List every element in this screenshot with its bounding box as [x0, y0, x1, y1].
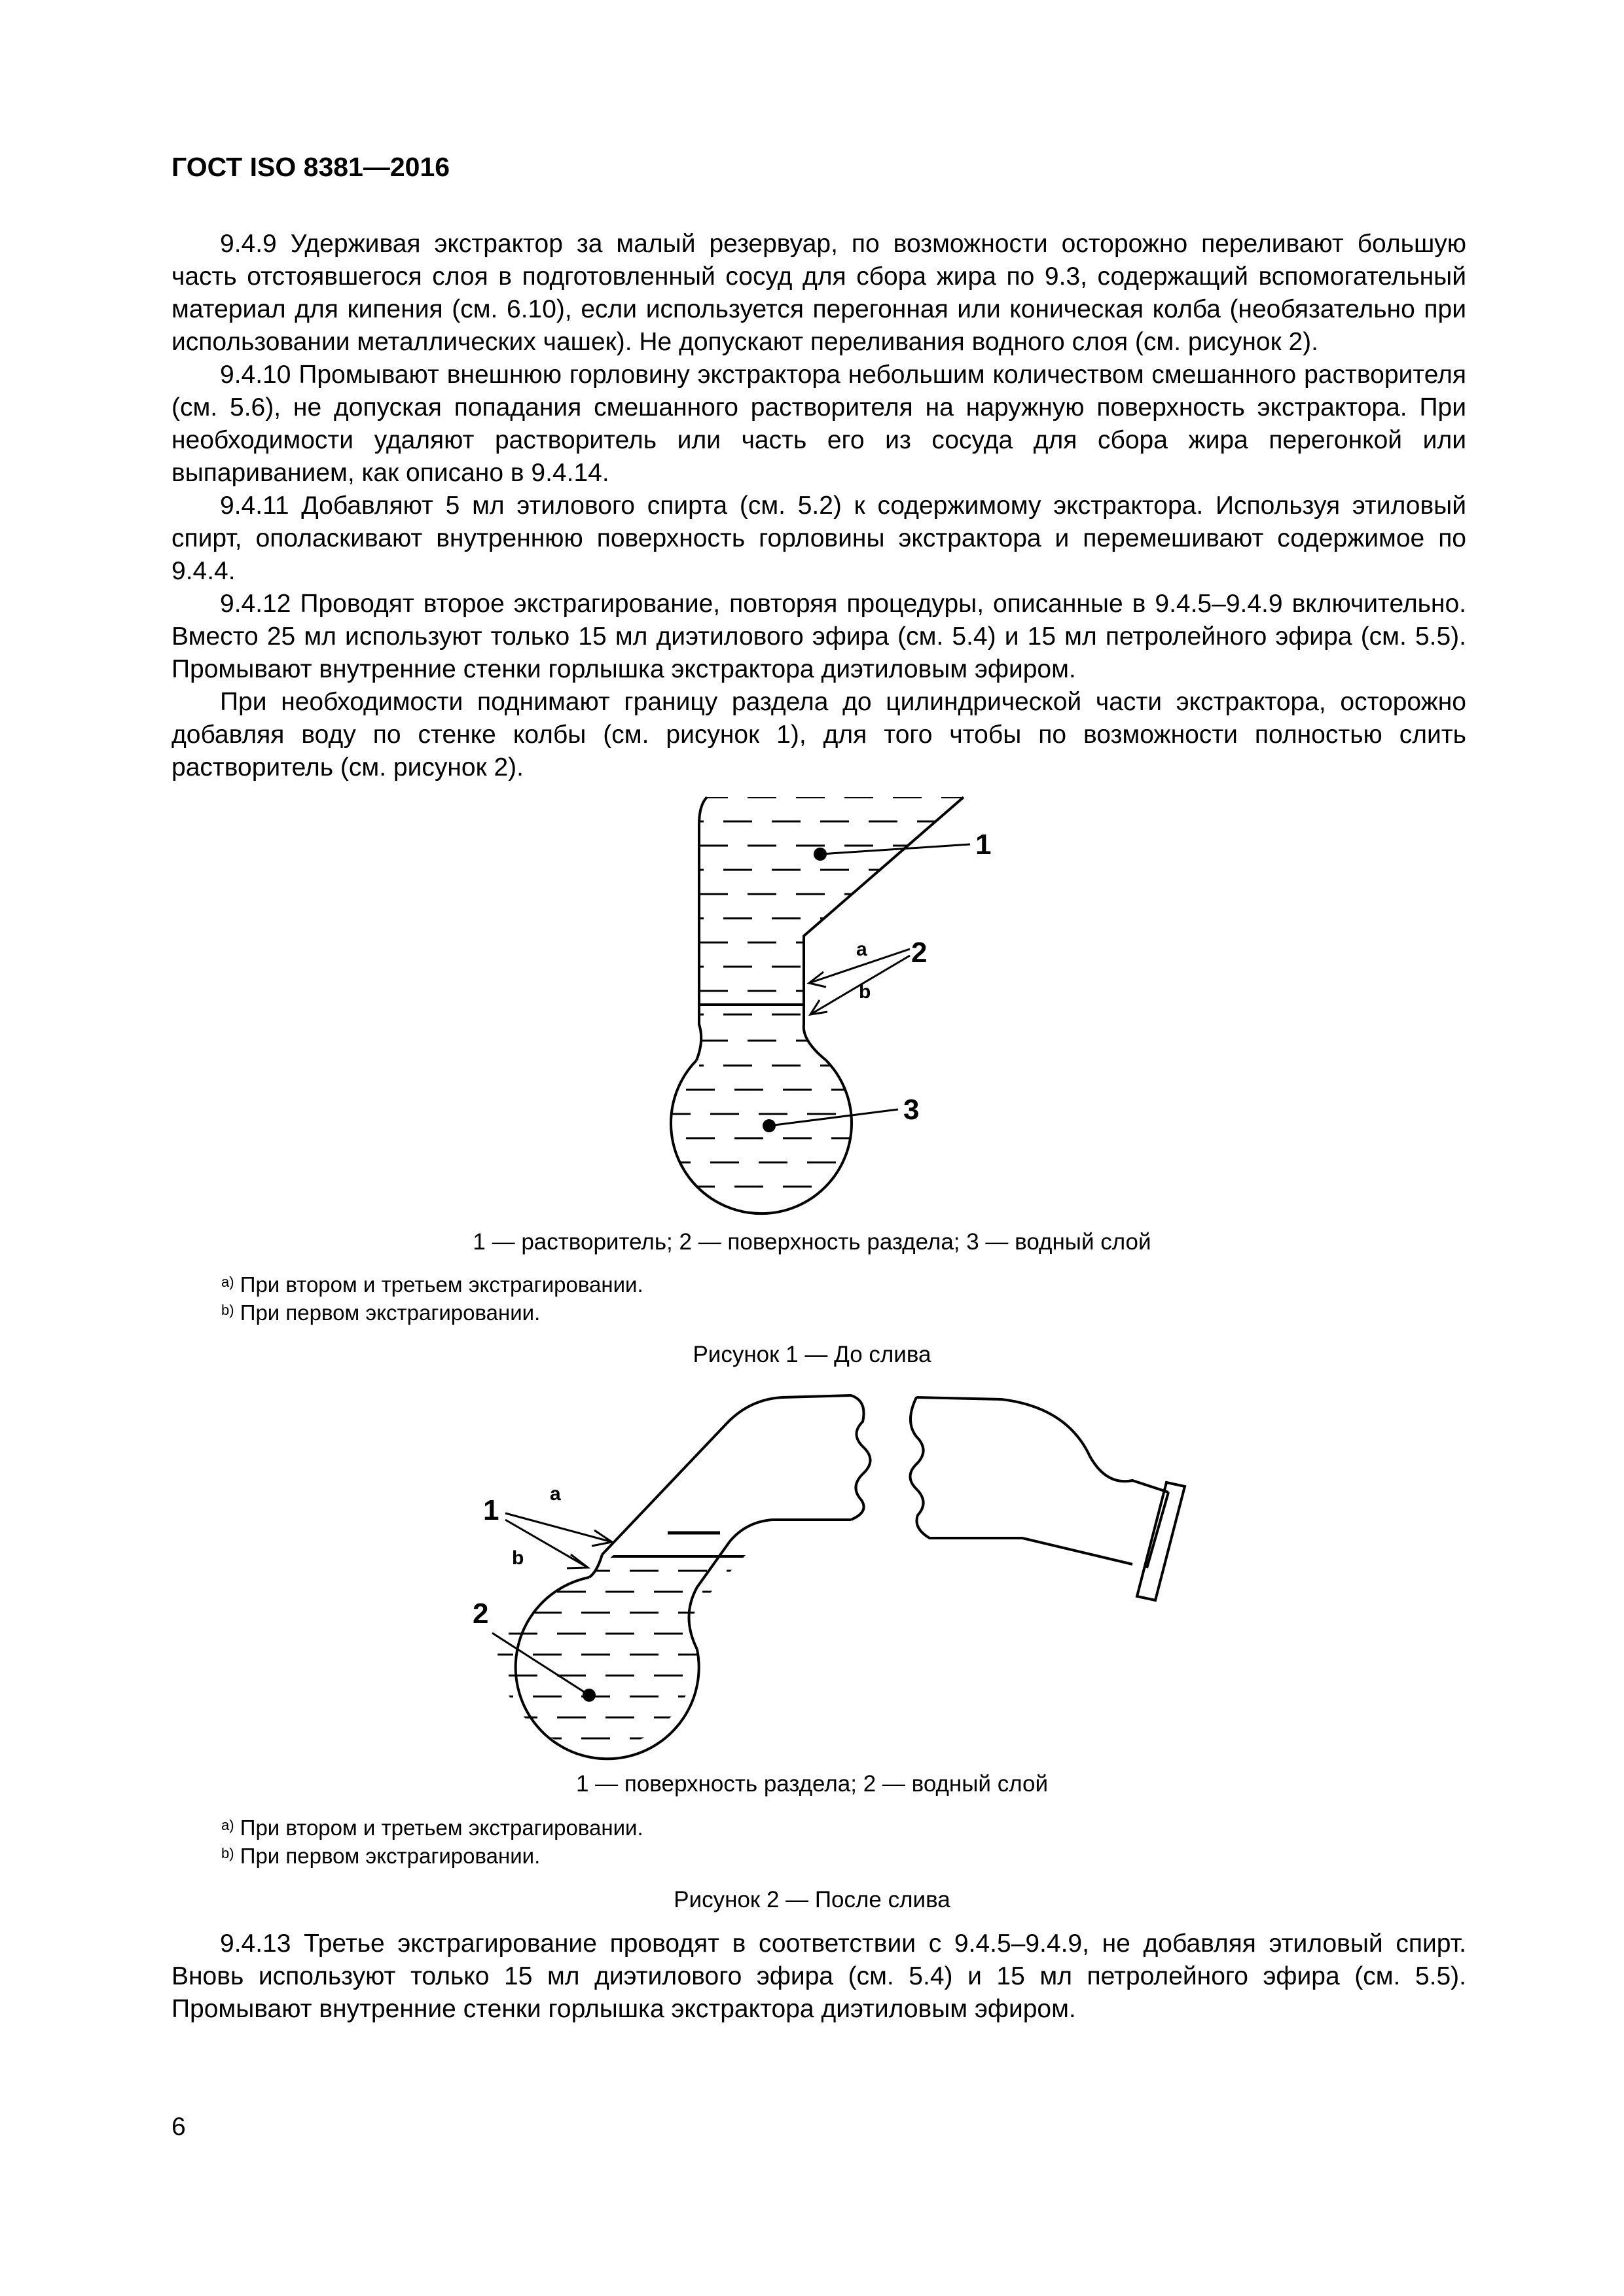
- figure-1-legend: 1 — растворитель; 2 — поверхность раздела; 3 — водный слой: [473, 1229, 1151, 1255]
- figure-2-legend: 1 — поверхность раздела; 2 — водный слой: [575, 1771, 1049, 1797]
- figure-2-leaders: [492, 1513, 612, 1702]
- figure-2-label-a: a: [550, 1483, 561, 1505]
- footnote-mark: b): [221, 1845, 234, 1861]
- figure-2-note-b: [221, 1842, 540, 1870]
- paragraph-9-4-10: 9.4.10 Промывают внешнюю горловину экстрактора небольшим количеством смешанного растворителя (см. 5.6), не допуская попадания смешанного растворителя на наружную поверхность экстрактора. При необходимости удаляют растворитель или часть его из сосуда для сбора жира перегонкой или выпариванием, как описано в 9.4.14.: [171, 361, 1466, 487]
- body-text-block: [171, 228, 1466, 784]
- figure-1-caption: Рисунок 1 — До слива: [693, 1342, 931, 1367]
- figure-2-label-b: b: [512, 1547, 524, 1569]
- figure-1-label-2: 2: [911, 937, 928, 969]
- figure-1-label-b: b: [859, 981, 871, 1003]
- document-header: ГОСТ ISO 8381—2016: [171, 152, 450, 182]
- footnote-mark: b): [221, 1302, 234, 1318]
- figure-1-flask: [671, 797, 964, 1213]
- footnote-mark: a): [221, 1817, 234, 1833]
- figure-1-dashes: [589, 797, 969, 1187]
- footnote-text: При первом экстрагировании.: [240, 1844, 541, 1868]
- paragraph-9-4-11: 9.4.11 Добавляют 5 мл этилового спирта (см. 5.2) к содержимому экстрактора. Используя этиловый спирт, ополаскивают внутреннюю поверхность горловины экстрактора и перемешивают содержимое по 9.4.4.: [171, 492, 1466, 585]
- paragraph-9-4-9: 9.4.9 Удерживая экстрактор за малый резервуар, по возможности осторожно переливают большую часть отстоявшегося слоя в подготовленный сосуд для сбора жира по 9.3, содержащий вспомогательный материал для кипения (см. 6.10), если используется перегонная или коническая колба (необязательно при использовании металлических чашек). Не допускают переливания водного слоя (см. рисунок 2).: [171, 230, 1466, 356]
- footnote-text: При первом экстрагировании.: [240, 1300, 541, 1325]
- figure-2-label-2: 2: [473, 1598, 489, 1630]
- figure-2-caption: Рисунок 2 — После слива: [674, 1887, 950, 1912]
- figure-1-note-b: [221, 1299, 540, 1327]
- figure-1-label-1: 1: [975, 829, 992, 861]
- page-number: 6: [171, 2113, 186, 2141]
- figure-2-flask: [516, 1395, 1185, 1759]
- footnote-text: При втором и третьем экстрагировании.: [240, 1816, 643, 1840]
- figure-1-leaders: [763, 844, 970, 1132]
- body-text-final: [171, 1928, 1466, 2026]
- figure-1-label-3: 3: [903, 1094, 920, 1126]
- paragraph-9-4-12: 9.4.12 Проводят второе экстрагирование, повторяя процедуры, описанные в 9.4.5–9.4.9 включительно. Вместо 25 мл используют только 15 мл диэтилового эфира (см. 5.4) и 15 мл петролейного эфира (см. 5.5). Промывают внутренние стенки горлышка экстрактора диэтиловым эфиром.: [171, 590, 1466, 683]
- figure-2-label-1: 1: [483, 1494, 499, 1526]
- footnote-text: При втором и третьем экстрагировании.: [240, 1272, 643, 1297]
- figure-2-dashes: [484, 1556, 753, 1759]
- footnote-mark: a): [221, 1274, 234, 1290]
- paragraph-9-4-13: 9.4.13 Третье экстрагирование проводят в соответствии с 9.4.5–9.4.9, не добавляя этиловый спирт. Вновь используют только 15 мл диэтилового эфира (см. 5.4) и 15 мл петролейного эфира (см. 5.5). Промывают внутренние стенки горлышка экстрактора диэтиловым эфиром.: [171, 1929, 1466, 2023]
- figure-2-note-a: [221, 1814, 643, 1842]
- paragraph-interface-note: При необходимости поднимают границу раздела до цилиндрической части экстрактора, осторожно добавляя воду по стенке колбы (см. рисунок 1), для того чтобы по возможности полностью слить растворитель (см. рисунок 2).: [171, 688, 1466, 781]
- figure-1-note-a: [221, 1271, 643, 1299]
- figure-1-label-a: a: [856, 939, 867, 960]
